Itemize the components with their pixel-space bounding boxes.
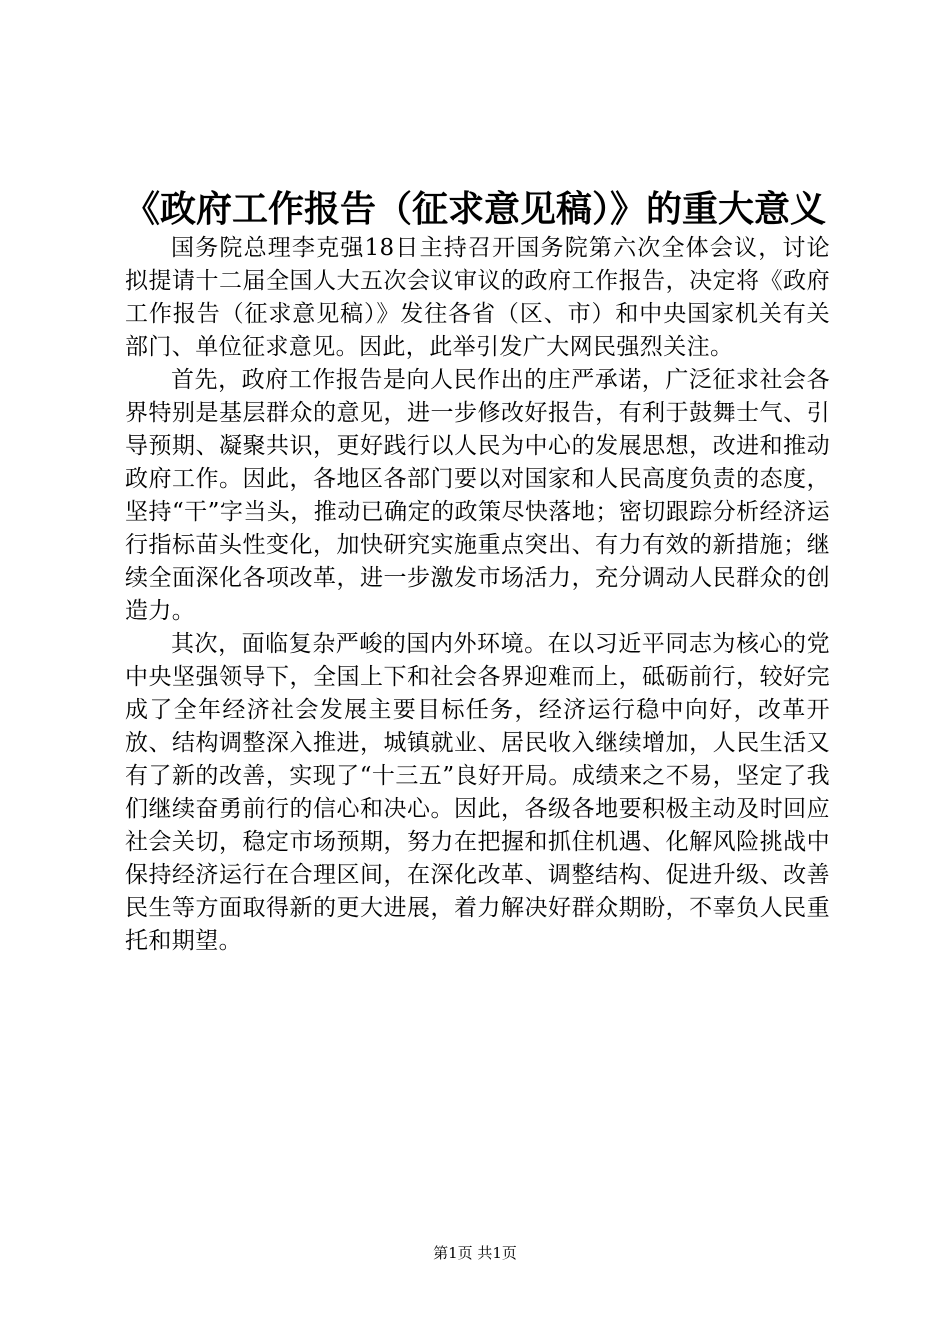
document-title: 《政府工作报告（征求意见稿）》的重大意义 — [123, 188, 826, 230]
document-body — [125, 232, 830, 958]
paragraph-3: 其次，面临复杂严峻的国内外环境。在以习近平同志为核心的党中央坚强领导下，全国上下和社会各界迎难而上，砥砺前行，较好完成了全年经济社会发展主要目标任务，经济运行稳中向好，改革开放、结构调整深入推进，城镇就业、居民收入继续增加，人民生活又有了新的改善，实现了“十三五”良好开局。成绩来之不易，坚定了我们继续奋勇前行的信心和决心。因此，各级各地要积极主动及时回应社会关切，稳定市场预期，努力在把握和抓住机遇、化解风险挑战中保持经济运行在合理区间，在深化改革、调整结构、促进升级、改善民生等方面取得新的更大进展，着力解决好群众期盼，不辜负人民重托和期望。 — [125, 631, 830, 954]
page-footer: 第1页 共1页 — [433, 1244, 517, 1262]
paragraph-2: 首先，政府工作报告是向人民作出的庄严承诺，广泛征求社会各界特别是基层群众的意见，进一步修改好报告，有利于鼓舞士气、引导预期、凝聚共识，更好践行以人民为中心的发展思想，改进和推动政府工作。因此，各地区各部门要以对国家和人民高度负责的态度，坚持“干”字当头，推动已确定的政策尽快落地；密切跟踪分析经济运行指标苗头性变化，加快研究实施重点突出、有力有效的新措施；继续全面深化各项改革，进一步激发市场活力，充分调动人民群众的创造力。 — [125, 367, 830, 624]
paragraph-1: 国务院总理李克强18日主持召开国务院第六次全体会议，讨论拟提请十二届全国人大五次会议审议的政府工作报告，决定将《政府工作报告（征求意见稿）》发往各省（区、市）和中央国家机关有关部门、单位征求意见。因此，此举引发广大网民强烈关注。 — [125, 235, 830, 360]
